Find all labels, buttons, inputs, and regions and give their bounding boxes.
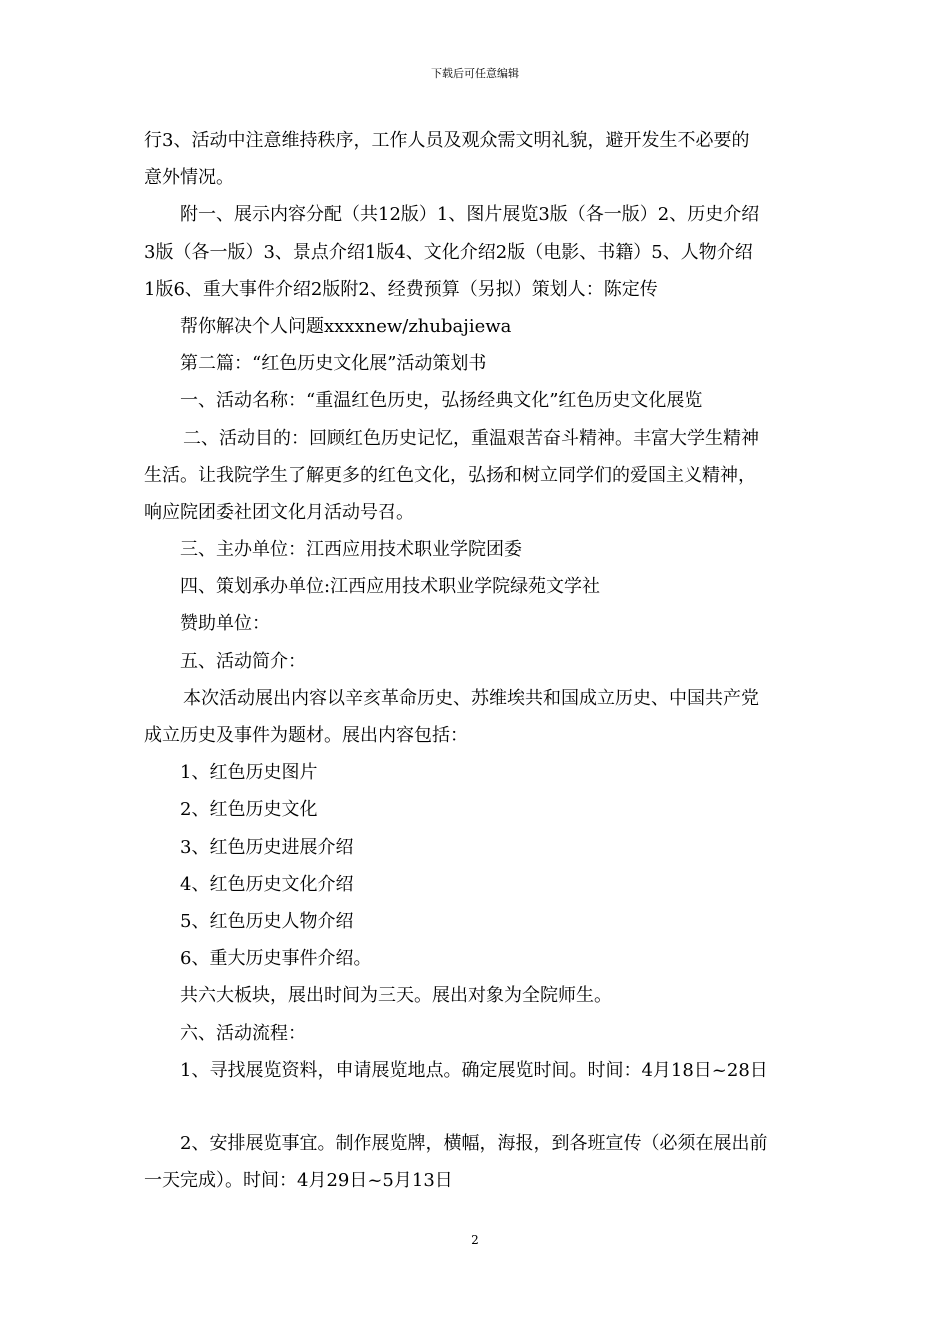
document-body	[144, 122, 810, 1199]
spacer	[144, 1089, 810, 1125]
list-item: 5、红色历史人物介绍	[180, 910, 354, 932]
page-number: 2	[471, 1233, 479, 1247]
paragraph-line: 二、活动目的：回顾红色历史记忆，重温艰苦奋斗精神。丰富大学生精神	[183, 427, 759, 449]
list-item: 1、红色历史图片	[180, 762, 318, 784]
page-header: 下载后可任意编辑	[431, 67, 519, 80]
paragraph-line: 五、活动简介：	[180, 650, 306, 672]
paragraph-line: 本次活动展出内容以辛亥革命历史、苏维埃共和国成立历史、中国共产党	[183, 687, 759, 709]
paragraph-line: 帮你解决个人问题xxxxnew/zhubajiewa	[180, 315, 512, 337]
paragraph-line: 六、活动流程：	[180, 1022, 306, 1044]
list-item: 3、红色历史进展介绍	[180, 836, 354, 858]
paragraph-line: 生活。让我院学生了解更多的红色文化，弘扬和树立同学们的爱国主义精神，	[144, 464, 756, 486]
list-item: 4、红色历史文化介绍	[180, 873, 354, 895]
paragraph-line: 四、策划承办单位:江西应用技术职业学院绿苑文学社	[180, 576, 601, 598]
paragraph-line: 一、活动名称：“重温红色历史，弘扬经典文化”红色历史文化展览	[180, 390, 703, 412]
paragraph-line: 2、安排展览事宜。制作展览牌，横幅，海报，到各班宣传（必须在展出前	[180, 1132, 768, 1154]
paragraph-line: 1版6、重大事件介绍2版附2、经费预算（另拟）策划人：陈定传	[144, 278, 658, 300]
list-item: 2、红色历史文化	[180, 799, 318, 821]
paragraph-line: 附一、展示内容分配（共12版）1、图片展览3版（各一版）2、历史介绍	[180, 204, 760, 226]
list-item: 6、重大历史事件介绍。	[180, 948, 372, 970]
paragraph-line: 行3、活动中注意维持秩序，工作人员及观众需文明礼貌，避开发生不必要的	[144, 130, 750, 151]
paragraph-line: 成立历史及事件为题材。展出内容包括：	[144, 725, 468, 746]
paragraph-line: 响应院团委社团文化月活动号召。	[144, 501, 414, 523]
paragraph-line: 一天完成）。时间：4月29日~5月13日	[144, 1170, 453, 1192]
paragraph-line: 3版（各一版）3、景点介绍1版4、文化介绍2版（电影、书籍）5、人物介绍	[144, 241, 753, 263]
paragraph-line: 1、寻找展览资料，申请展览地点。确定展览时间。时间：4月18日~28日	[180, 1059, 768, 1081]
paragraph-line: 赞助单位：	[180, 613, 270, 635]
paragraph-line: 意外情况。	[144, 167, 234, 189]
paragraph-line: 三、主办单位：江西应用技术职业学院团委	[180, 539, 522, 561]
paragraph-line: 共六大板块，展出时间为三天。展出对象为全院师生。	[180, 985, 612, 1007]
section-heading: 第二篇：“红色历史文化展”活动策划书	[180, 353, 487, 375]
